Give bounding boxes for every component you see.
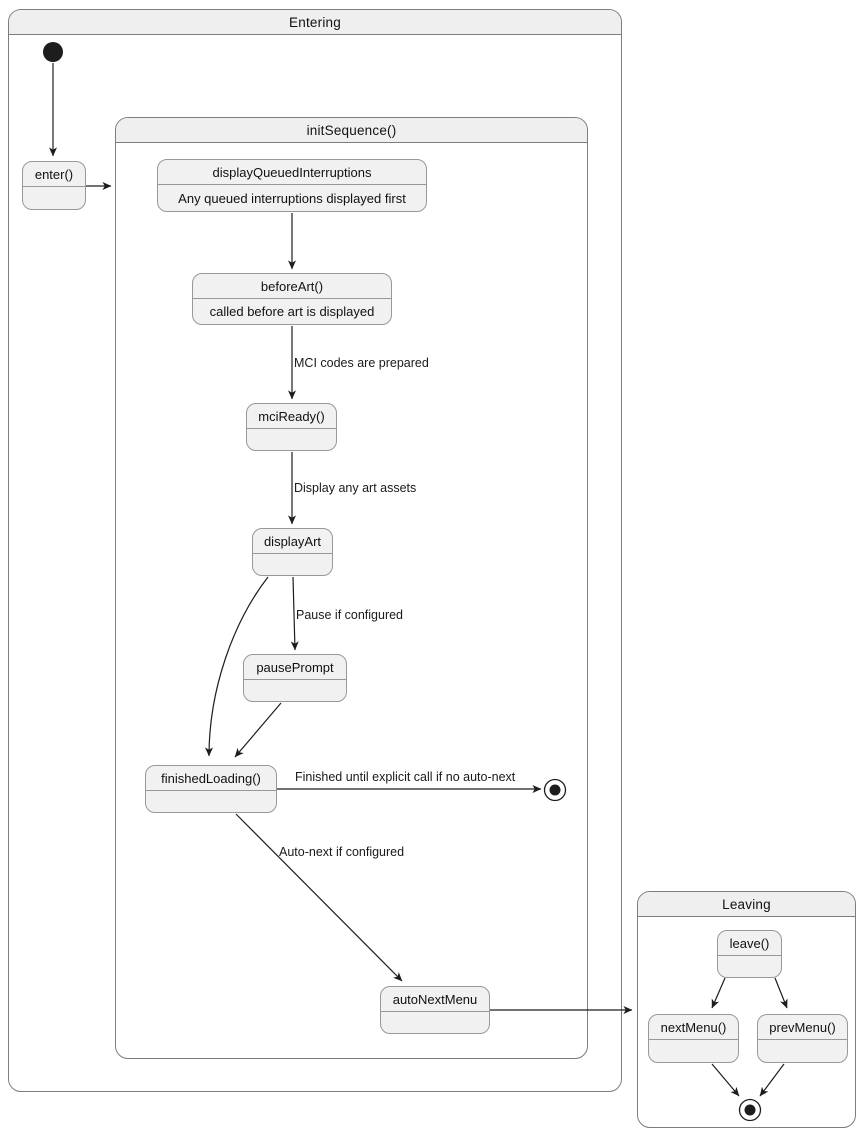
edge-label-display-art-assets: Display any art assets [294, 481, 417, 495]
state-dqi-body: Any queued interruptions displayed first [178, 190, 406, 206]
state-enter [22, 161, 86, 210]
init-sequence-title: initSequence() [116, 118, 587, 143]
state-dqi-title: displayQueuedInterruptions [212, 164, 372, 180]
state-before-art [192, 273, 392, 325]
state-mci-ready-body [247, 429, 336, 450]
state-mci-ready [246, 403, 337, 451]
state-enter-body [23, 187, 85, 209]
state-prev-menu-body [758, 1040, 847, 1062]
state-next-menu-title: nextMenu() [660, 1019, 727, 1035]
state-container-init-sequence [115, 117, 588, 1059]
state-enter-title: enter() [34, 166, 74, 182]
state-finished-loading [145, 765, 277, 813]
edge-label-auto-next-if-configured: Auto-next if configured [279, 845, 405, 859]
state-before-art-body: called before art is displayed [209, 304, 375, 319]
state-prev-menu-title: prevMenu() [769, 1019, 836, 1035]
state-display-art [252, 528, 333, 576]
state-mci-ready-title: mciReady() [258, 408, 325, 424]
entering-title: Entering [9, 10, 621, 35]
leaving-title: Leaving [638, 892, 855, 917]
state-container-leaving [637, 891, 856, 1128]
state-leave-title: leave() [729, 935, 770, 951]
edge-label-mci-prepared: MCI codes are prepared [294, 356, 429, 370]
state-display-queued-interruptions [157, 159, 427, 212]
state-leave [717, 930, 782, 978]
state-auto-next-menu [380, 986, 490, 1034]
state-before-art-title: beforeArt() [260, 278, 324, 294]
state-prev-menu [757, 1014, 848, 1063]
state-pause-prompt [243, 654, 347, 702]
state-finished-loading-title: finishedLoading() [161, 770, 261, 786]
state-next-menu [648, 1014, 739, 1063]
state-finished-loading-body [146, 791, 276, 812]
state-next-menu-body [649, 1040, 738, 1062]
state-auto-next-menu-title: autoNextMenu [392, 991, 478, 1007]
state-display-art-title: displayArt [263, 533, 322, 549]
edge-label-finished-until-explicit: Finished until explicit call if no auto-next [295, 770, 516, 784]
state-pause-prompt-body [244, 680, 346, 701]
state-pause-prompt-title: pausePrompt [256, 659, 334, 675]
state-display-art-body [253, 554, 332, 575]
state-leave-body [718, 956, 781, 977]
edge-label-pause-if-configured: Pause if configured [296, 608, 404, 622]
state-auto-next-menu-body [381, 1012, 489, 1033]
